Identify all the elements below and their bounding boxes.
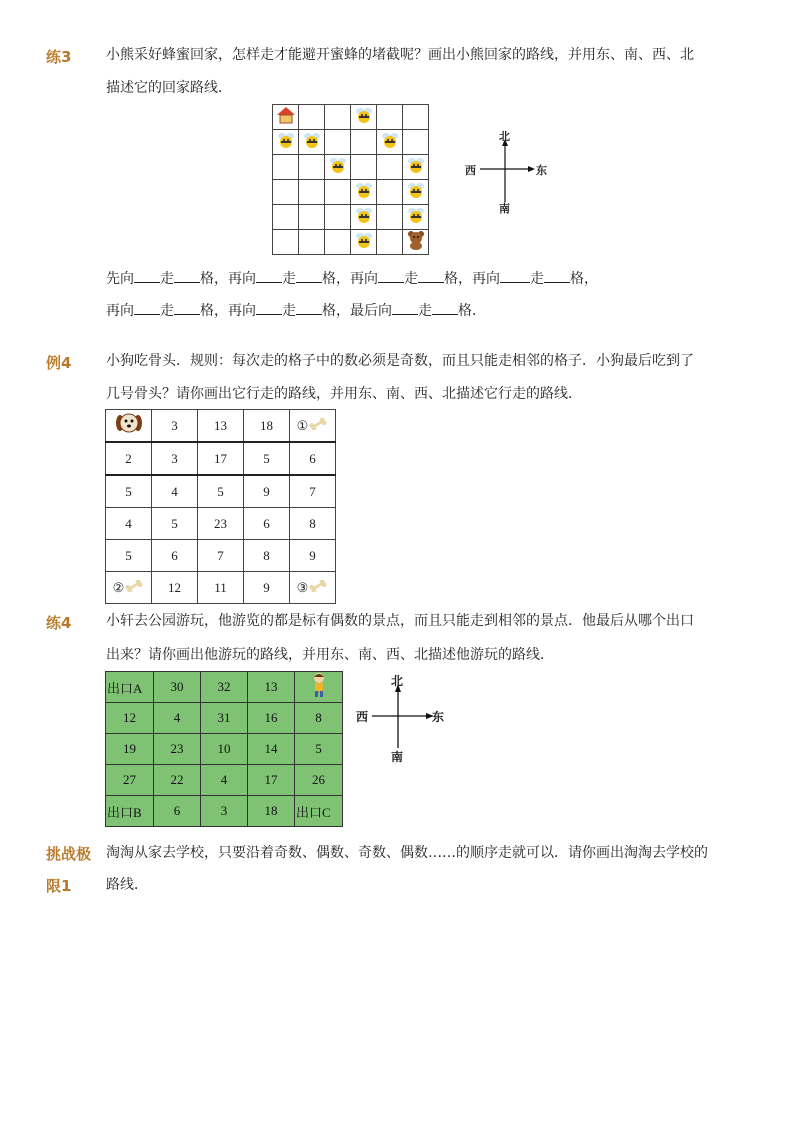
grid-cell xyxy=(295,672,343,703)
grid-cell xyxy=(377,130,403,155)
exit-a-cell: 出口A xyxy=(106,672,154,703)
compass-west-label: 西 xyxy=(356,710,369,724)
grid-cell xyxy=(351,230,377,255)
grid-cell: 5 xyxy=(106,475,152,508)
grid-cell: 6 xyxy=(152,540,198,572)
practice3-text-line2: 描述它的回家路线． xyxy=(106,80,232,96)
practice3-answer-line2 xyxy=(106,300,486,321)
fill-text: 再向 xyxy=(350,271,378,287)
bee-icon xyxy=(406,155,426,175)
bone-number: ① xyxy=(296,417,309,433)
grid-cell: 5 xyxy=(295,734,343,765)
bee-icon xyxy=(380,130,400,150)
compass-south-label: 南 xyxy=(391,750,404,764)
fill-text: 格， xyxy=(322,271,350,287)
bee-icon xyxy=(354,105,374,125)
bee-icon xyxy=(406,205,426,225)
compass-east-label: 东 xyxy=(536,164,547,177)
grid-cell xyxy=(351,155,377,180)
fill-text: 格， xyxy=(322,303,350,319)
grid-cell xyxy=(325,105,351,130)
grid-cell: 3 xyxy=(152,410,198,443)
grid-cell xyxy=(403,155,429,180)
compass-east-label: 东 xyxy=(432,710,445,724)
fill-text: 走 xyxy=(404,271,418,287)
example4-text-line2: 几号骨头？请你画出它行走的路线，并用东、南、西、北描述它行走的路线． xyxy=(106,386,582,402)
bone-icon xyxy=(124,580,144,592)
grid-cell xyxy=(325,230,351,255)
grid-cell xyxy=(403,105,429,130)
bee-icon xyxy=(354,180,374,200)
fill-text: 最后向 xyxy=(350,303,392,319)
grid-cell xyxy=(299,130,325,155)
fill-text: 格， xyxy=(444,271,472,287)
grid-cell: 14 xyxy=(248,734,295,765)
grid-cell: 19 xyxy=(106,734,154,765)
bear-icon xyxy=(406,230,426,250)
answer-blank[interactable] xyxy=(174,300,200,315)
example4-label: 例4 xyxy=(46,354,72,372)
grid-cell xyxy=(403,205,429,230)
grid-cell: 32 xyxy=(201,672,248,703)
answer-blank[interactable] xyxy=(296,300,322,315)
fill-text: 再向 xyxy=(472,271,500,287)
grid-cell: 12 xyxy=(106,703,154,734)
grid-cell xyxy=(325,130,351,155)
exit-b-cell: 出口B xyxy=(106,796,154,827)
answer-blank[interactable] xyxy=(296,268,322,283)
bee-icon xyxy=(276,130,296,150)
grid-cell: 13 xyxy=(248,672,295,703)
grid-cell xyxy=(299,205,325,230)
grid-cell: 26 xyxy=(295,765,343,796)
grid-cell: 8 xyxy=(290,508,336,540)
bee-icon xyxy=(328,155,348,175)
grid-cell: 22 xyxy=(154,765,201,796)
honey-house-icon xyxy=(275,105,297,125)
practice4-label: 练4 xyxy=(46,614,72,632)
grid-cell: 12 xyxy=(152,572,198,604)
answer-blank[interactable] xyxy=(500,268,530,283)
compass-north-label: 北 xyxy=(391,674,404,688)
bone-number: ③ xyxy=(296,579,309,595)
grid-cell xyxy=(273,180,299,205)
grid-cell: 7 xyxy=(290,475,336,508)
fill-text: 格， xyxy=(570,271,598,287)
grid-cell xyxy=(290,410,336,443)
grid-cell: 9 xyxy=(244,475,290,508)
grid-cell: 4 xyxy=(201,765,248,796)
answer-blank[interactable] xyxy=(174,268,200,283)
grid-cell: 4 xyxy=(154,703,201,734)
fill-text: 走 xyxy=(530,271,544,287)
answer-blank[interactable] xyxy=(544,268,570,283)
grid-cell: 3 xyxy=(152,442,198,475)
grid-cell xyxy=(290,572,336,604)
bee-icon xyxy=(406,180,426,200)
answer-blank[interactable] xyxy=(378,268,404,283)
grid-cell xyxy=(377,180,403,205)
answer-blank[interactable] xyxy=(134,300,160,315)
boy-icon xyxy=(310,672,328,698)
challenge-label-line2: 限1 xyxy=(46,877,72,895)
grid-cell xyxy=(351,130,377,155)
practice4-text-line1: 小轩去公园游玩，他游览的都是标有偶数的景点，而且只能走到相邻的景点．他最后从哪个出口 xyxy=(106,613,694,629)
fill-text: 再向 xyxy=(228,303,256,319)
bee-icon xyxy=(302,130,322,150)
grid-cell xyxy=(273,205,299,230)
bee-icon xyxy=(354,205,374,225)
grid-cell: 2 xyxy=(106,442,152,475)
grid-cell xyxy=(403,130,429,155)
grid-cell: 13 xyxy=(198,410,244,443)
grid-cell xyxy=(377,105,403,130)
grid-cell: 5 xyxy=(244,442,290,475)
grid-cell: 6 xyxy=(290,442,336,475)
answer-blank[interactable] xyxy=(256,300,282,315)
fill-text: 格． xyxy=(458,303,486,319)
grid-cell xyxy=(273,105,299,130)
grid-cell: 17 xyxy=(248,765,295,796)
grid-cell xyxy=(325,205,351,230)
grid-cell: 9 xyxy=(290,540,336,572)
challenge-label-line1: 挑战极 xyxy=(46,845,92,863)
grid-cell: 18 xyxy=(244,410,290,443)
grid-cell: 30 xyxy=(154,672,201,703)
fill-text: 走 xyxy=(418,303,432,319)
grid-cell: 8 xyxy=(244,540,290,572)
dog-icon xyxy=(115,411,143,437)
grid-cell xyxy=(325,155,351,180)
grid-cell: 17 xyxy=(198,442,244,475)
grid-cell xyxy=(106,410,152,443)
grid-cell xyxy=(106,572,152,604)
grid-cell: 4 xyxy=(152,475,198,508)
grid-cell: 5 xyxy=(198,475,244,508)
grid-cell xyxy=(377,230,403,255)
challenge-text-line2: 路线． xyxy=(106,877,148,893)
answer-blank[interactable] xyxy=(418,268,444,283)
practice3-text-line1: 小熊采好蜂蜜回家，怎样走才能避开蜜蜂的堵截呢？画出小熊回家的路线，并用东、南、西、北 xyxy=(106,47,694,63)
fill-text: 格， xyxy=(200,271,228,287)
grid-cell: 23 xyxy=(154,734,201,765)
dog-bone-grid xyxy=(105,409,336,604)
grid-cell xyxy=(325,180,351,205)
grid-cell xyxy=(273,130,299,155)
answer-blank[interactable] xyxy=(392,300,418,315)
grid-cell: 9 xyxy=(244,572,290,604)
grid-cell: 4 xyxy=(106,508,152,540)
grid-cell xyxy=(299,230,325,255)
fill-text: 再向 xyxy=(106,303,134,319)
bone-icon xyxy=(308,418,328,430)
park-grid xyxy=(105,671,343,827)
grid-cell xyxy=(377,155,403,180)
fill-text: 走 xyxy=(282,303,296,319)
fill-text: 格， xyxy=(200,303,228,319)
grid-cell xyxy=(273,230,299,255)
grid-cell xyxy=(403,230,429,255)
grid-cell: 27 xyxy=(106,765,154,796)
bone-number: ② xyxy=(112,579,125,595)
bear-bee-grid xyxy=(272,104,429,255)
challenge-text-line1: 淘淘从家去学校，只要沿着奇数、偶数、奇数、偶数……的顺序走就可以．请你画出淘淘去学校的 xyxy=(106,845,708,861)
practice4-text-line2: 出来？请你画出他游玩的路线，并用东、南、西、北描述他游玩的路线． xyxy=(106,647,554,663)
compass-south-label: 南 xyxy=(499,202,510,215)
grid-cell: 10 xyxy=(201,734,248,765)
answer-blank[interactable] xyxy=(432,300,458,315)
fill-text: 走 xyxy=(282,271,296,287)
grid-cell xyxy=(377,205,403,230)
grid-cell: 31 xyxy=(201,703,248,734)
grid-cell xyxy=(351,105,377,130)
answer-blank[interactable] xyxy=(134,268,160,283)
grid-cell xyxy=(299,155,325,180)
practice3-answer-line1 xyxy=(106,268,598,289)
grid-cell: 18 xyxy=(248,796,295,827)
practice3-label: 练3 xyxy=(46,48,72,66)
compass-north-label: 北 xyxy=(499,130,510,143)
grid-cell: 3 xyxy=(201,796,248,827)
example4-text-line1: 小狗吃骨头．规则：每次走的格子中的数必须是奇数，而且只能走相邻的格子．小狗最后吃到了 xyxy=(106,353,694,369)
grid-cell: 7 xyxy=(198,540,244,572)
grid-cell: 16 xyxy=(248,703,295,734)
grid-cell: 6 xyxy=(244,508,290,540)
fill-text: 再向 xyxy=(228,271,256,287)
answer-blank[interactable] xyxy=(256,268,282,283)
fill-text: 先向 xyxy=(106,271,134,287)
compass-west-label: 西 xyxy=(465,164,476,177)
grid-cell: 23 xyxy=(198,508,244,540)
grid-cell xyxy=(273,155,299,180)
grid-cell: 11 xyxy=(198,572,244,604)
grid-cell xyxy=(299,105,325,130)
grid-cell xyxy=(351,205,377,230)
grid-cell: 8 xyxy=(295,703,343,734)
grid-cell: 5 xyxy=(152,508,198,540)
grid-cell: 6 xyxy=(154,796,201,827)
bee-icon xyxy=(354,230,374,250)
fill-text: 走 xyxy=(160,303,174,319)
fill-text: 走 xyxy=(160,271,174,287)
grid-cell xyxy=(351,180,377,205)
grid-cell: 5 xyxy=(106,540,152,572)
bone-icon xyxy=(308,580,328,592)
exit-c-cell: 出口C xyxy=(295,796,343,827)
grid-cell xyxy=(299,180,325,205)
grid-cell xyxy=(403,180,429,205)
